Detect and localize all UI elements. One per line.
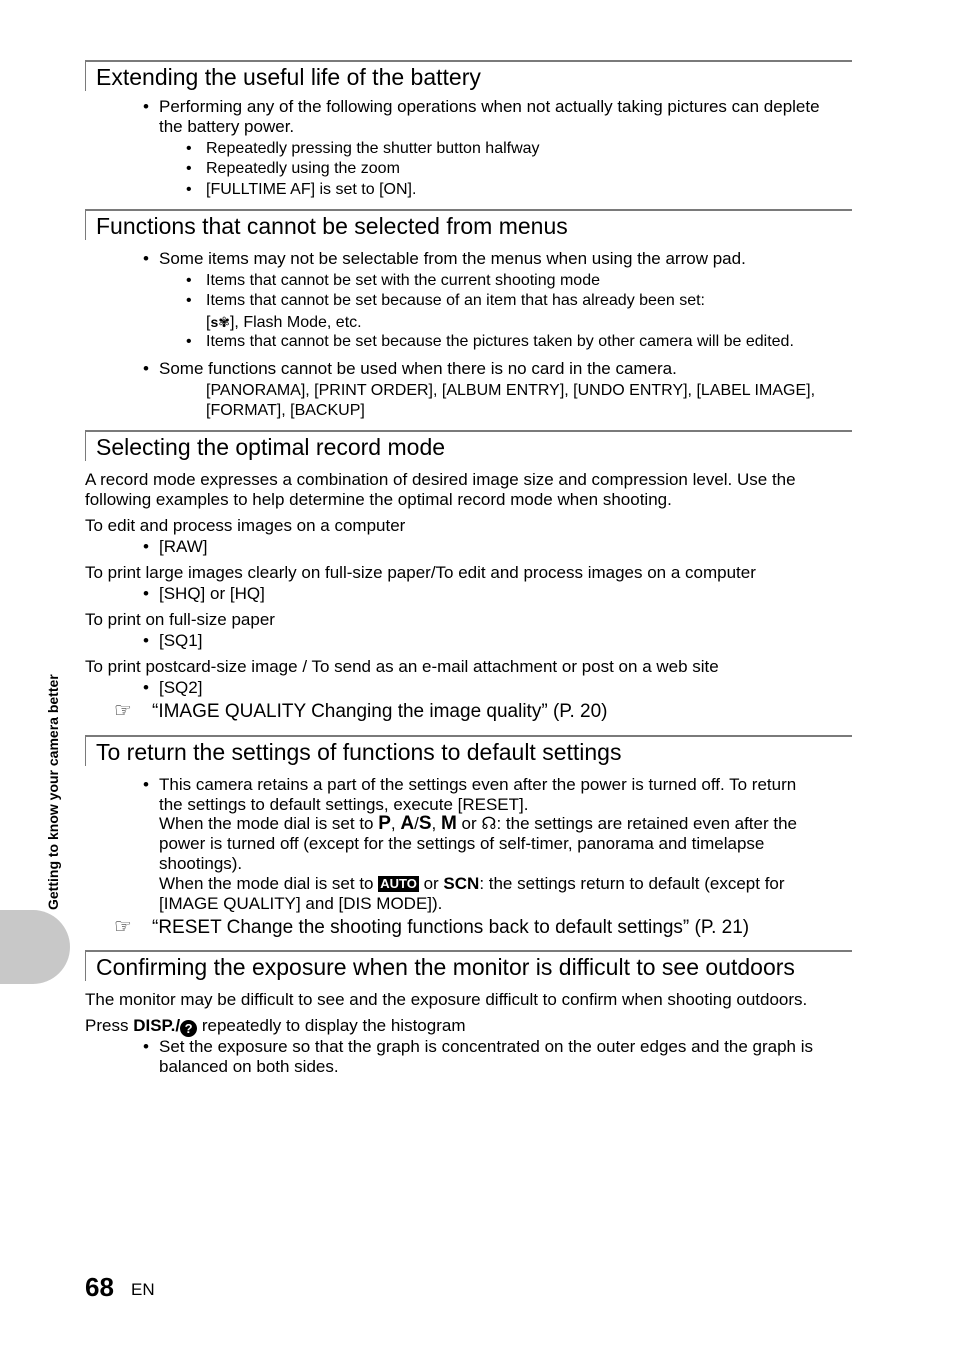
section-title-record: Selecting the optimal record mode xyxy=(85,430,852,461)
reset-reference xyxy=(114,916,749,939)
bullet: • xyxy=(143,97,149,116)
battery-bullet-line2: the battery power. xyxy=(159,117,295,136)
bullet: • xyxy=(186,140,192,157)
auto-mode-icon: AUTO xyxy=(380,876,417,891)
reset-text: : the settings return to default (except for xyxy=(479,874,785,893)
reset-line: [IMAGE QUALITY] and [DIS MODE]). xyxy=(159,894,443,913)
reset-text: or xyxy=(418,874,444,893)
reset-text: : the settings are retained even after the xyxy=(496,814,798,833)
reset-line: power is turned off (except for the settings of self-timer, panorama and timelapse xyxy=(159,834,765,853)
battery-sub-item: Repeatedly pressing the shutter button halfway xyxy=(206,140,540,157)
reset-line: the settings to default settings, execute [RESET]. xyxy=(159,795,529,814)
record-case-value: [RAW] xyxy=(159,537,208,556)
exposure-text: repeatedly to display the histogram xyxy=(197,1016,466,1035)
record-case: To print large images clearly on full-size paper/To edit and process images on a computer xyxy=(85,563,756,582)
reset-text: When the mode dial is set to xyxy=(159,874,379,893)
reset-reference-text: “RESET Change the shooting functions back to default settings” (P. 21) xyxy=(152,917,750,938)
movie-mode-icon: ☊ xyxy=(481,814,497,833)
bullet: • xyxy=(143,678,149,697)
mode-s-icon: S xyxy=(418,813,432,834)
menus-sub-item: Items that cannot be set because the pictures taken by other camera will be edited. xyxy=(206,333,794,350)
bullet: • xyxy=(186,292,192,309)
menus-sub-item: Items that cannot be set with the current shooting mode xyxy=(206,272,600,289)
bullet: • xyxy=(186,160,192,177)
section-title-menus: Functions that cannot be selected from menus xyxy=(85,209,852,240)
record-reference-text: “IMAGE QUALITY Changing the image quality” (P. 20) xyxy=(152,701,608,722)
mode-m-icon: M xyxy=(440,813,457,834)
menus-function-list: [PANORAMA], [PRINT ORDER], [ALBUM ENTRY], [UNDO ENTRY], [LABEL IMAGE], xyxy=(206,382,816,399)
scn-mode-icon: SCN xyxy=(443,874,480,893)
menus-sub-item: Items that cannot be set because of an item that has already been set: xyxy=(206,292,705,309)
page-language: EN xyxy=(131,1280,155,1299)
menus-function-list: [FORMAT], [BACKUP] xyxy=(206,402,365,419)
menus-sub-item-line2 xyxy=(206,312,362,333)
battery-sub-item: [FULLTIME AF] is set to [ON]. xyxy=(206,181,417,198)
reset-line: This camera retains a part of the settings even after the power is turned off. To return xyxy=(159,775,797,794)
bullet: • xyxy=(143,359,149,378)
record-intro-line2: following examples to help determine the optimal record mode when shooting. xyxy=(85,490,672,509)
exposure-intro: The monitor may be difficult to see and the exposure difficult to confirm when shooting outdoors. xyxy=(85,990,808,1009)
help-icon: ? xyxy=(180,1020,197,1037)
bullet: • xyxy=(186,181,192,198)
bullet: • xyxy=(143,584,149,603)
menus-sub-item-text: ], Flash Mode, etc. xyxy=(229,314,362,331)
mode-a-icon: A xyxy=(400,813,415,834)
pointing-hand-icon: ☞ xyxy=(114,700,132,722)
disp-button-label: DISP./ xyxy=(133,1016,181,1035)
menus-bullet: Some functions cannot be used when there is no card in the camera. xyxy=(159,359,677,378)
bullet: • xyxy=(186,272,192,289)
reset-line-auto xyxy=(159,874,785,894)
exposure-press-line xyxy=(85,1016,466,1037)
record-case-value: [SQ1] xyxy=(159,631,203,650)
mode-p-icon: P xyxy=(378,813,391,834)
battery-bullet-line1: Performing any of the following operations when not actually taking pictures can deplete xyxy=(159,97,820,116)
exposure-bullet-line1: Set the exposure so that the graph is concentrated on the outer edges and the graph is xyxy=(159,1037,814,1056)
bullet: • xyxy=(143,1037,149,1056)
bullet: • xyxy=(143,775,149,794)
page-number: 68 xyxy=(85,1272,114,1302)
reset-line: shootings). xyxy=(159,854,243,873)
section-title-battery: Extending the useful life of the battery xyxy=(85,60,852,91)
chapter-side-tab xyxy=(0,910,70,984)
record-case-value: [SHQ] or [HQ] xyxy=(159,584,265,603)
bullet: • xyxy=(143,631,149,650)
macro-mode-icon: s✾ xyxy=(210,314,230,330)
reset-text: When the mode dial is set to xyxy=(159,814,379,833)
record-case: To print postcard-size image / To send as an e-mail attachment or post on a web site xyxy=(85,657,719,676)
record-case: To print on full-size paper xyxy=(85,610,275,629)
record-case: To edit and process images on a computer xyxy=(85,516,406,535)
menus-bullet: Some items may not be selectable from the menus when using the arrow pad. xyxy=(159,249,746,268)
record-reference xyxy=(114,700,608,723)
chapter-side-label: Getting to know your camera better xyxy=(45,674,61,910)
exposure-text: Press xyxy=(85,1016,134,1035)
pointing-hand-icon: ☞ xyxy=(114,916,132,938)
section-title-exposure: Confirming the exposure when the monitor is difficult to see outdoors xyxy=(85,950,852,981)
bullet: • xyxy=(143,249,149,268)
record-case-value: [SQ2] xyxy=(159,678,203,697)
section-title-reset: To return the settings of functions to default settings xyxy=(85,735,852,766)
battery-sub-item: Repeatedly using the zoom xyxy=(206,160,400,177)
record-intro-line1: A record mode expresses a combination of desired image size and compression level. Use the xyxy=(85,470,796,489)
bullet: • xyxy=(143,537,149,556)
reset-text: or xyxy=(456,814,482,833)
exposure-bullet-line2: balanced on both sides. xyxy=(159,1057,339,1076)
bullet: • xyxy=(186,333,192,350)
reset-line-modes: When the mode dial is set to P, A/S, M or ☊: the settings are retained even after the xyxy=(159,813,798,834)
bracket-open: [ xyxy=(206,314,211,331)
